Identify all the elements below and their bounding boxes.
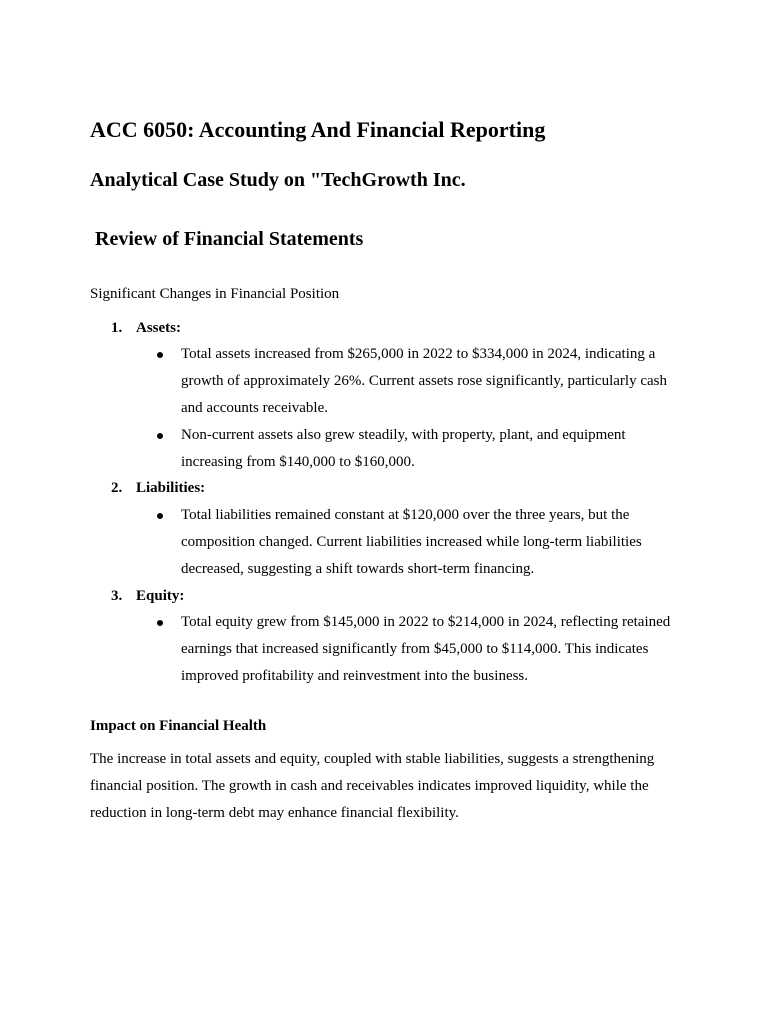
- section-intro: Significant Changes in Financial Position: [90, 286, 340, 302]
- impact-heading: Impact on Financial Health: [90, 718, 267, 734]
- impact-paragraph: The increase in total assets and equity, coupled with stable liabilities, suggests a strengthening financial position. The growth in cash and receivables indicates improved liquidity, while the reduction in long-term debt may enhance financial flexibility.: [90, 751, 655, 821]
- bullet-icon: [157, 513, 163, 519]
- bullet-icon: [157, 433, 163, 439]
- list-label-liabilities: Liabilities:: [136, 480, 206, 496]
- list-item: Total assets increased from $265,000 in 2022 to $334,000 in 2024, indicating a growth of approximately 26%. Current assets rose significantly, particularly cash and accounts receivable.: [181, 346, 667, 416]
- list-label-assets: Assets:: [136, 320, 181, 336]
- list-item: Total liabilities remained constant at $120,000 over the three years, but the composition changed. Current liabilities increased while long-term liabilities decreased, suggesting a shift towards short-term financing.: [181, 507, 642, 577]
- list-number-assets: 1.: [111, 320, 123, 336]
- document-subtitle: Analytical Case Study on "TechGrowth Inc.: [90, 169, 466, 191]
- list-item: Total equity grew from $145,000 in 2022 to $214,000 in 2024, reflecting retained earnings that increased significantly from $45,000 to $114,000. This indicates improved profitability and reinvestment into the business.: [181, 614, 671, 684]
- list-number-liabilities: 2.: [111, 480, 123, 496]
- document-title: ACC 6050: Accounting And Financial Reporting: [90, 117, 546, 142]
- section-heading: Review of Financial Statements: [95, 228, 364, 250]
- list-item: Non-current assets also grew steadily, with property, plant, and equipment increasing from $140,000 to $160,000.: [181, 427, 626, 470]
- bullet-icon: [157, 620, 163, 626]
- bullet-icon: [157, 352, 163, 358]
- list-number-equity: 3.: [111, 588, 123, 604]
- list-label-equity: Equity:: [136, 588, 185, 604]
